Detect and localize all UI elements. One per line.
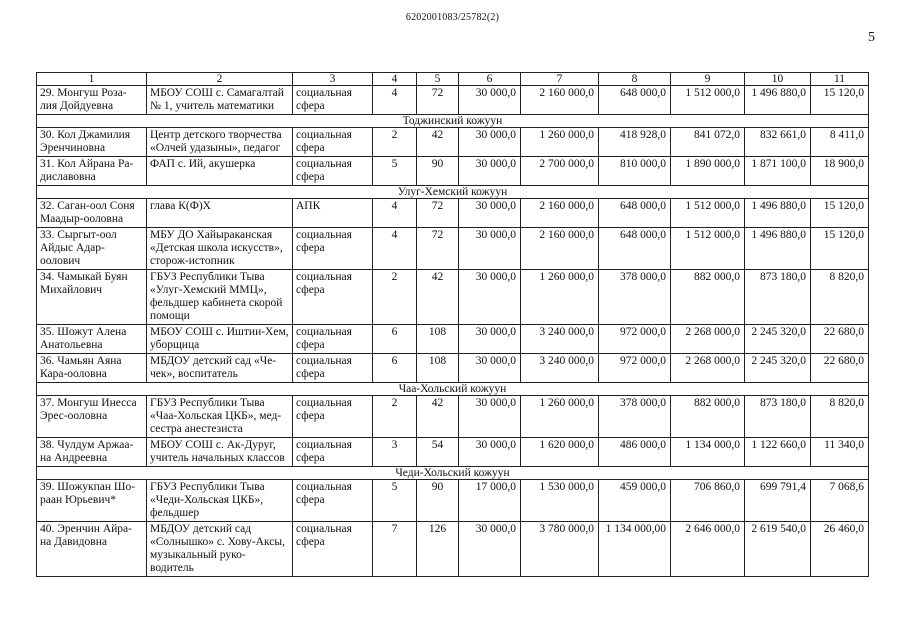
- col5-cell: 42: [417, 128, 459, 157]
- col9-cell: 1 134 000,0: [671, 438, 745, 467]
- sector-cell: социальная сфера: [293, 480, 373, 522]
- name-cell: 31. Кол Айрана Ра-диславовна: [37, 157, 147, 186]
- col6-cell: 30 000,0: [459, 199, 521, 228]
- col9-cell: 1 512 000,0: [671, 86, 745, 115]
- name-cell: 33. Сыргыт-оол Айдыс Адар-оолович: [37, 228, 147, 270]
- section-row: [37, 383, 869, 396]
- col6-cell: 30 000,0: [459, 128, 521, 157]
- col6-cell: 30 000,0: [459, 438, 521, 467]
- col11-cell: 11 340,0: [811, 438, 869, 467]
- data-table: [36, 72, 869, 577]
- column-header-6: 6: [459, 73, 521, 86]
- col4-cell: 2: [373, 270, 417, 325]
- col6-cell: 30 000,0: [459, 157, 521, 186]
- col8-cell: 972 000,0: [599, 325, 671, 354]
- workplace-cell: ГБУЗ Республики Тыва «Улуг-Хемский ММЦ», фельдшер кабинета скорой помощи: [147, 270, 293, 325]
- workplace-cell: МБУ ДО Хайыраканская «Детская школа искусств», сторож-истопник: [147, 228, 293, 270]
- table-row: [37, 270, 869, 325]
- sector-cell: социальная сфера: [293, 438, 373, 467]
- name-cell: 35. Шожут Алена Анатольевна: [37, 325, 147, 354]
- col8-cell: 972 000,0: [599, 354, 671, 383]
- col9-cell: 841 072,0: [671, 128, 745, 157]
- table-body: [37, 86, 869, 577]
- col9-cell: 2 646 000,0: [671, 522, 745, 577]
- col7-cell: 1 260 000,0: [521, 270, 599, 325]
- col5-cell: 42: [417, 396, 459, 438]
- section-row: [37, 467, 869, 480]
- workplace-cell: МБОУ СОШ с. Самагалтай № 1, учитель математики: [147, 86, 293, 115]
- col7-cell: 1 530 000,0: [521, 480, 599, 522]
- col6-cell: 30 000,0: [459, 325, 521, 354]
- column-header-5: 5: [417, 73, 459, 86]
- name-cell: 38. Чулдум Аржаа-на Андреевна: [37, 438, 147, 467]
- col7-cell: 3 240 000,0: [521, 325, 599, 354]
- col8-cell: 1 134 000,00: [599, 522, 671, 577]
- table-row: [37, 438, 869, 467]
- column-header-11: 11: [811, 73, 869, 86]
- col11-cell: 26 460,0: [811, 522, 869, 577]
- col6-cell: 17 000,0: [459, 480, 521, 522]
- column-header-8: 8: [599, 73, 671, 86]
- col4-cell: 3: [373, 438, 417, 467]
- col10-cell: 873 180,0: [745, 270, 811, 325]
- col11-cell: 15 120,0: [811, 199, 869, 228]
- table-row: [37, 480, 869, 522]
- sector-cell: социальная сфера: [293, 86, 373, 115]
- column-header-10: 10: [745, 73, 811, 86]
- col9-cell: 706 860,0: [671, 480, 745, 522]
- sector-cell: социальная сфера: [293, 396, 373, 438]
- workplace-cell: ФАП с. Ий, акушерка: [147, 157, 293, 186]
- col10-cell: 1 871 100,0: [745, 157, 811, 186]
- column-header-9: 9: [671, 73, 745, 86]
- col10-cell: 1 496 880,0: [745, 228, 811, 270]
- col7-cell: 3 240 000,0: [521, 354, 599, 383]
- col7-cell: 2 160 000,0: [521, 228, 599, 270]
- column-header-3: 3: [293, 73, 373, 86]
- col4-cell: 4: [373, 199, 417, 228]
- col7-cell: 2 700 000,0: [521, 157, 599, 186]
- col4-cell: 6: [373, 354, 417, 383]
- col10-cell: 1 496 880,0: [745, 86, 811, 115]
- sector-cell: социальная сфера: [293, 270, 373, 325]
- col9-cell: 1 512 000,0: [671, 199, 745, 228]
- sector-cell: социальная сфера: [293, 157, 373, 186]
- col9-cell: 1 890 000,0: [671, 157, 745, 186]
- col5-cell: 72: [417, 228, 459, 270]
- col8-cell: 459 000,0: [599, 480, 671, 522]
- header-row: [37, 73, 869, 86]
- col11-cell: 18 900,0: [811, 157, 869, 186]
- section-row: [37, 115, 869, 128]
- column-header-2: 2: [147, 73, 293, 86]
- workplace-cell: МБОУ СОШ с. Ак-Дуруг, учитель начальных классов: [147, 438, 293, 467]
- col6-cell: 30 000,0: [459, 354, 521, 383]
- col10-cell: 832 661,0: [745, 128, 811, 157]
- col11-cell: 8 411,0: [811, 128, 869, 157]
- col7-cell: 1 260 000,0: [521, 396, 599, 438]
- col5-cell: 42: [417, 270, 459, 325]
- workplace-cell: Центр детского творчества «Олчей удазыны», педагог: [147, 128, 293, 157]
- col6-cell: 30 000,0: [459, 522, 521, 577]
- table-row: [37, 199, 869, 228]
- col4-cell: 2: [373, 128, 417, 157]
- table-row: [37, 354, 869, 383]
- name-cell: 40. Эренчин Айра-на Давидовна: [37, 522, 147, 577]
- col10-cell: 2 245 320,0: [745, 354, 811, 383]
- col7-cell: 2 160 000,0: [521, 199, 599, 228]
- col6-cell: 30 000,0: [459, 228, 521, 270]
- col5-cell: 108: [417, 354, 459, 383]
- col5-cell: 90: [417, 480, 459, 522]
- col8-cell: 810 000,0: [599, 157, 671, 186]
- workplace-cell: МБДОУ детский сад «Че-чек», воспитатель: [147, 354, 293, 383]
- sector-cell: АПК: [293, 199, 373, 228]
- col9-cell: 1 512 000,0: [671, 228, 745, 270]
- name-cell: 39. Шожукпан Шо-раан Юрьевич*: [37, 480, 147, 522]
- col6-cell: 30 000,0: [459, 396, 521, 438]
- col5-cell: 72: [417, 199, 459, 228]
- sector-cell: социальная сфера: [293, 354, 373, 383]
- col6-cell: 30 000,0: [459, 270, 521, 325]
- col11-cell: 22 680,0: [811, 325, 869, 354]
- workplace-cell: МБОУ СОШ с. Иштии-Хем, уборщица: [147, 325, 293, 354]
- col4-cell: 2: [373, 396, 417, 438]
- col8-cell: 378 000,0: [599, 270, 671, 325]
- col11-cell: 22 680,0: [811, 354, 869, 383]
- col5-cell: 108: [417, 325, 459, 354]
- col10-cell: 1 122 660,0: [745, 438, 811, 467]
- section-label: Чеди-Хольский кожуун: [37, 467, 869, 480]
- col11-cell: 8 820,0: [811, 396, 869, 438]
- col10-cell: 873 180,0: [745, 396, 811, 438]
- name-cell: 32. Саган-оол Соня Маадыр-ооловна: [37, 199, 147, 228]
- workplace-cell: МБДОУ детский сад «Солнышко» с. Хову-Аксы, музыкальный руко-водитель: [147, 522, 293, 577]
- table-row: [37, 228, 869, 270]
- col8-cell: 378 000,0: [599, 396, 671, 438]
- col7-cell: 1 620 000,0: [521, 438, 599, 467]
- sector-cell: социальная сфера: [293, 128, 373, 157]
- document-id: 6202001083/25782(2): [405, 12, 500, 23]
- col8-cell: 648 000,0: [599, 228, 671, 270]
- col4-cell: 4: [373, 86, 417, 115]
- col4-cell: 5: [373, 480, 417, 522]
- sector-cell: социальная сфера: [293, 228, 373, 270]
- table-row: [37, 86, 869, 115]
- section-label: Улуг-Хемский кожуун: [37, 186, 869, 199]
- col9-cell: 2 268 000,0: [671, 354, 745, 383]
- col8-cell: 648 000,0: [599, 86, 671, 115]
- name-cell: 34. Чамыкай Буян Михайлович: [37, 270, 147, 325]
- col10-cell: 699 791,4: [745, 480, 811, 522]
- name-cell: 29. Монгуш Роза-лия Дойдуевна: [37, 86, 147, 115]
- table-row: [37, 522, 869, 577]
- col6-cell: 30 000,0: [459, 86, 521, 115]
- col5-cell: 126: [417, 522, 459, 577]
- sector-cell: социальная сфера: [293, 325, 373, 354]
- col9-cell: 2 268 000,0: [671, 325, 745, 354]
- page-number: 5: [868, 30, 875, 45]
- section-label: Чаа-Хольский кожуун: [37, 383, 869, 396]
- col10-cell: 1 496 880,0: [745, 199, 811, 228]
- name-cell: 37. Монгуш Инесса Эрес-ооловна: [37, 396, 147, 438]
- col11-cell: 7 068,6: [811, 480, 869, 522]
- name-cell: 30. Кол Джамилия Эренчиновна: [37, 128, 147, 157]
- table-row: [37, 396, 869, 438]
- section-row: [37, 186, 869, 199]
- table-row: [37, 325, 869, 354]
- col5-cell: 54: [417, 438, 459, 467]
- col4-cell: 5: [373, 157, 417, 186]
- col11-cell: 15 120,0: [811, 228, 869, 270]
- col7-cell: 3 780 000,0: [521, 522, 599, 577]
- column-header-7: 7: [521, 73, 599, 86]
- workplace-cell: ГБУЗ Республики Тыва «Чаа-Хольская ЦКБ», мед-сестра анестезиста: [147, 396, 293, 438]
- col8-cell: 418 928,0: [599, 128, 671, 157]
- col8-cell: 486 000,0: [599, 438, 671, 467]
- table-row: [37, 157, 869, 186]
- table-row: [37, 128, 869, 157]
- col10-cell: 2 245 320,0: [745, 325, 811, 354]
- col4-cell: 6: [373, 325, 417, 354]
- col9-cell: 882 000,0: [671, 396, 745, 438]
- col11-cell: 15 120,0: [811, 86, 869, 115]
- col4-cell: 7: [373, 522, 417, 577]
- col5-cell: 72: [417, 86, 459, 115]
- col8-cell: 648 000,0: [599, 199, 671, 228]
- sector-cell: социальная сфера: [293, 522, 373, 577]
- col7-cell: 2 160 000,0: [521, 86, 599, 115]
- column-header-4: 4: [373, 73, 417, 86]
- workplace-cell: ГБУЗ Республики Тыва «Чеди-Хольская ЦКБ», фельдшер: [147, 480, 293, 522]
- col11-cell: 8 820,0: [811, 270, 869, 325]
- workplace-cell: глава К(Ф)Х: [147, 199, 293, 228]
- col10-cell: 2 619 540,0: [745, 522, 811, 577]
- col4-cell: 4: [373, 228, 417, 270]
- col7-cell: 1 260 000,0: [521, 128, 599, 157]
- col9-cell: 882 000,0: [671, 270, 745, 325]
- col5-cell: 90: [417, 157, 459, 186]
- name-cell: 36. Чамьян Аяна Кара-ооловна: [37, 354, 147, 383]
- section-label: Тоджинский кожуун: [37, 115, 869, 128]
- column-header-1: 1: [37, 73, 147, 86]
